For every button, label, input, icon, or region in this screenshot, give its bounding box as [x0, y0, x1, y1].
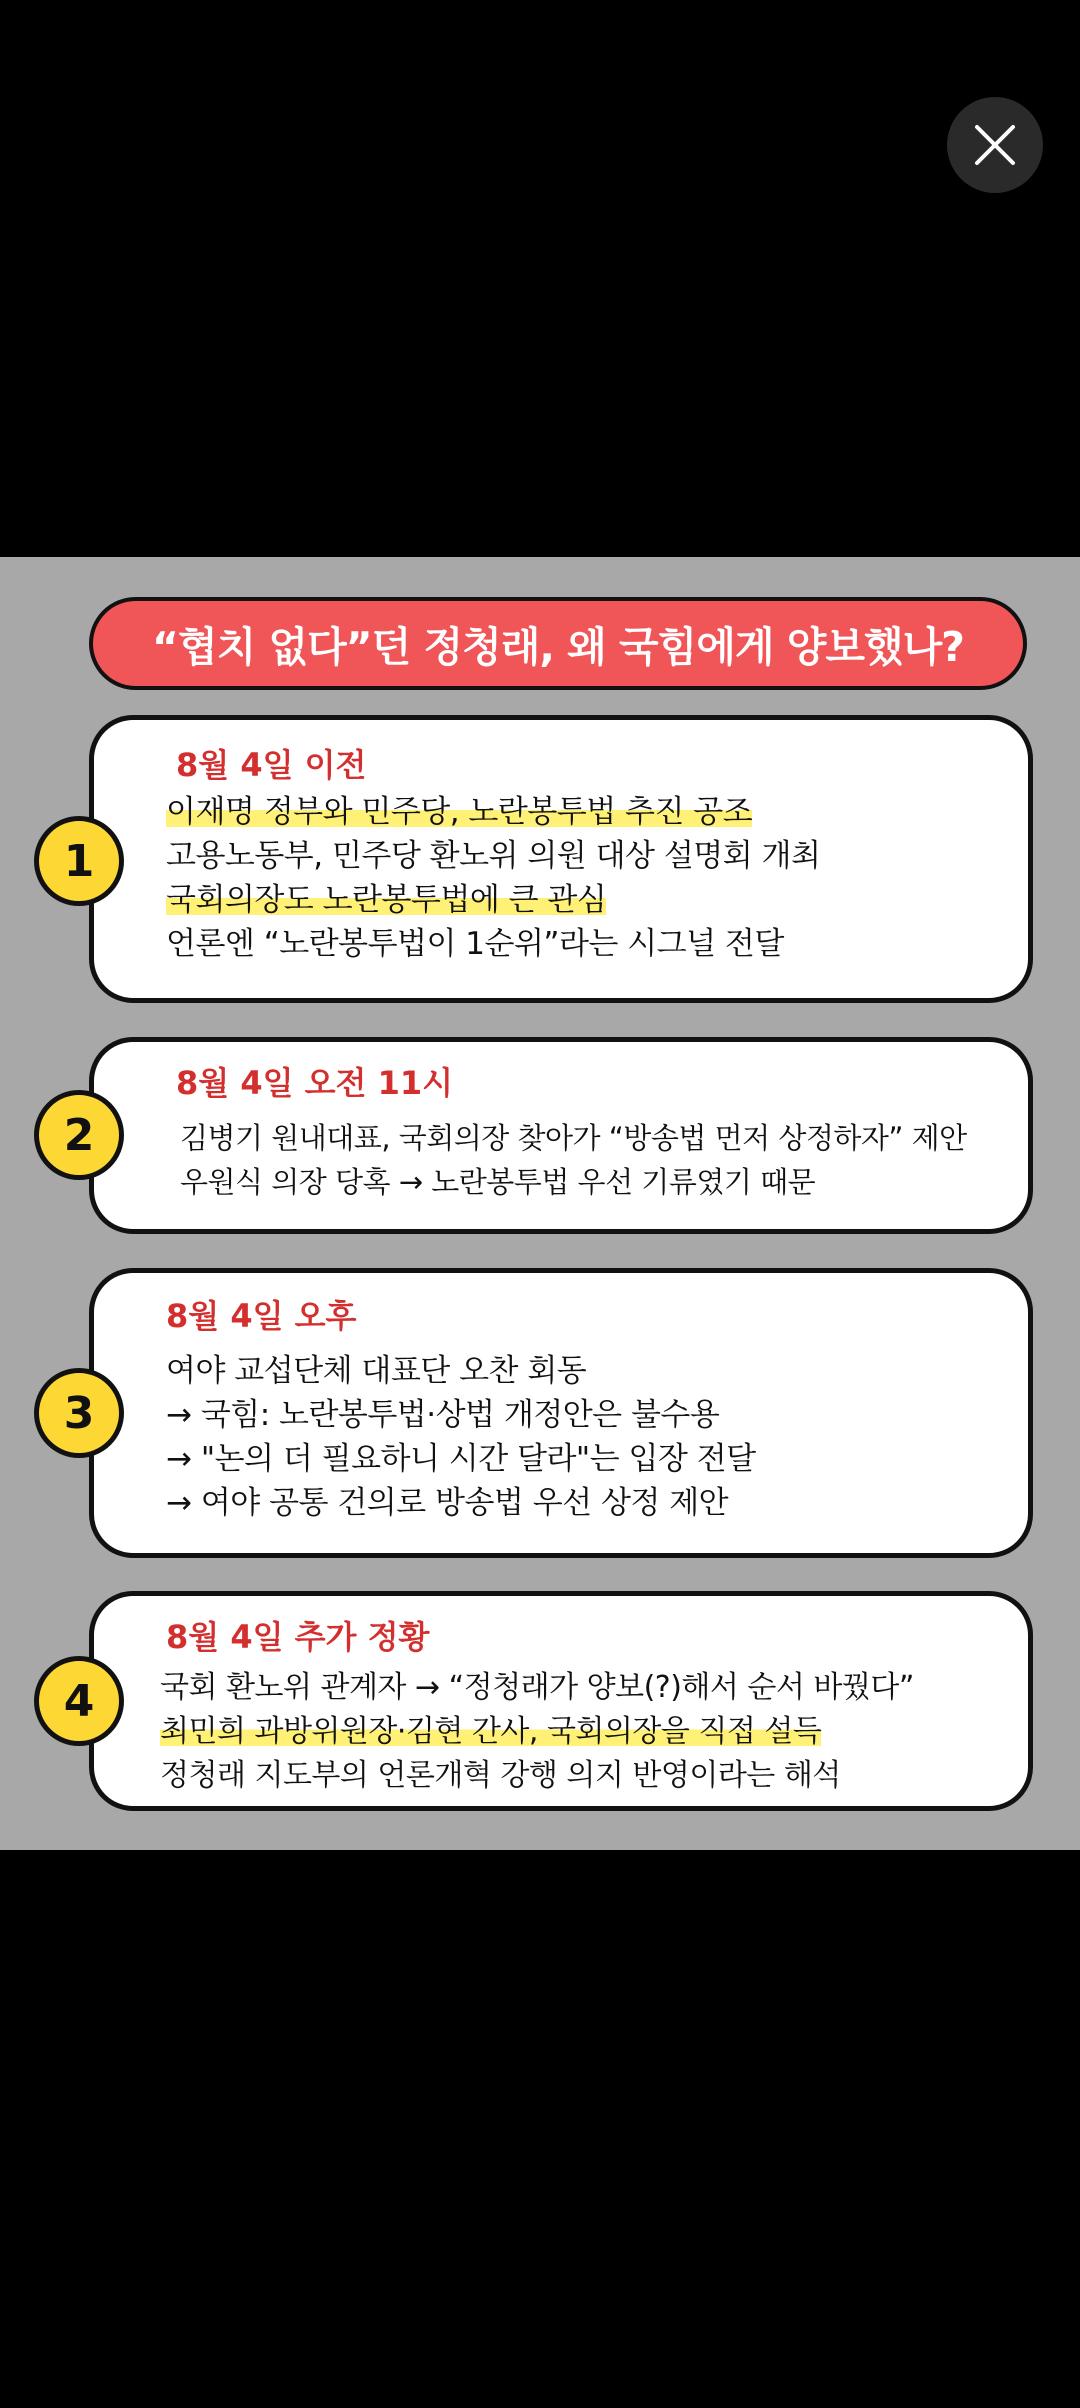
card-line: 국회의장도 노란봉투법에 큰 관심 [166, 882, 607, 918]
card-heading: 8월 4일 이전 [176, 746, 367, 784]
card-line: 국회 환노위 관계자 → “정청래가 양보(?)해서 순서 바꿨다” [160, 1670, 914, 1705]
card-line: 김병기 원내대표, 국회의장 찾아가 “방송법 먼저 상정하자” 제안 [180, 1121, 967, 1155]
card-heading: 8월 4일 추가 정황 [166, 1618, 430, 1656]
card-line: 최민희 과방위원장·김현 간사, 국회의장을 직접 설득 [160, 1714, 822, 1749]
card-lines [180, 1116, 1008, 1204]
timeline-card-1 [63, 715, 1033, 1003]
step-badge-3: 3 [34, 1368, 124, 1458]
card-line: → 여야 공통 건의로 방송법 우선 상정 제안 [166, 1485, 729, 1521]
timeline-card-4 [63, 1591, 1033, 1811]
close-button[interactable] [947, 97, 1043, 193]
card-heading: 8월 4일 오전 11시 [176, 1064, 454, 1102]
title-banner [89, 597, 1027, 690]
card-line: 여야 교섭단체 대표단 오찬 회동 [166, 1353, 587, 1389]
card-line: 우원식 의장 당혹 → 노란봉투법 우선 기류였기 때문 [180, 1165, 816, 1199]
infographic-title: “협치 없다”던 정청래, 왜 국힘에게 양보했나? [152, 623, 964, 671]
card-lines [166, 1349, 1008, 1525]
timeline-card-3 [63, 1268, 1033, 1558]
close-icon [973, 123, 1017, 167]
card-line: 이재명 정부와 민주당, 노란봉투법 추진 공조 [166, 794, 753, 830]
card-line: → 국힘: 노란봉투법·상법 개정안은 불수용 [166, 1397, 720, 1433]
step-badge-2: 2 [34, 1090, 124, 1180]
card-lines [166, 790, 1008, 966]
step-badge-1: 1 [34, 816, 124, 906]
infographic-image [0, 557, 1080, 1850]
timeline-card-2 [63, 1037, 1033, 1234]
card-line: 고용노동부, 민주당 환노위 의원 대상 설명회 개최 [166, 838, 821, 874]
step-badge-4: 4 [34, 1656, 124, 1746]
card-line: → "논의 더 필요하니 시간 달라"는 입장 전달 [166, 1441, 756, 1477]
card-line: 정청래 지도부의 언론개혁 강행 의지 반영이라는 해석 [160, 1758, 841, 1793]
card-heading: 8월 4일 오후 [166, 1297, 357, 1335]
card-line: 언론엔 “노란봉투법이 1순위”라는 시그널 전달 [166, 926, 784, 962]
card-lines [160, 1666, 1008, 1798]
